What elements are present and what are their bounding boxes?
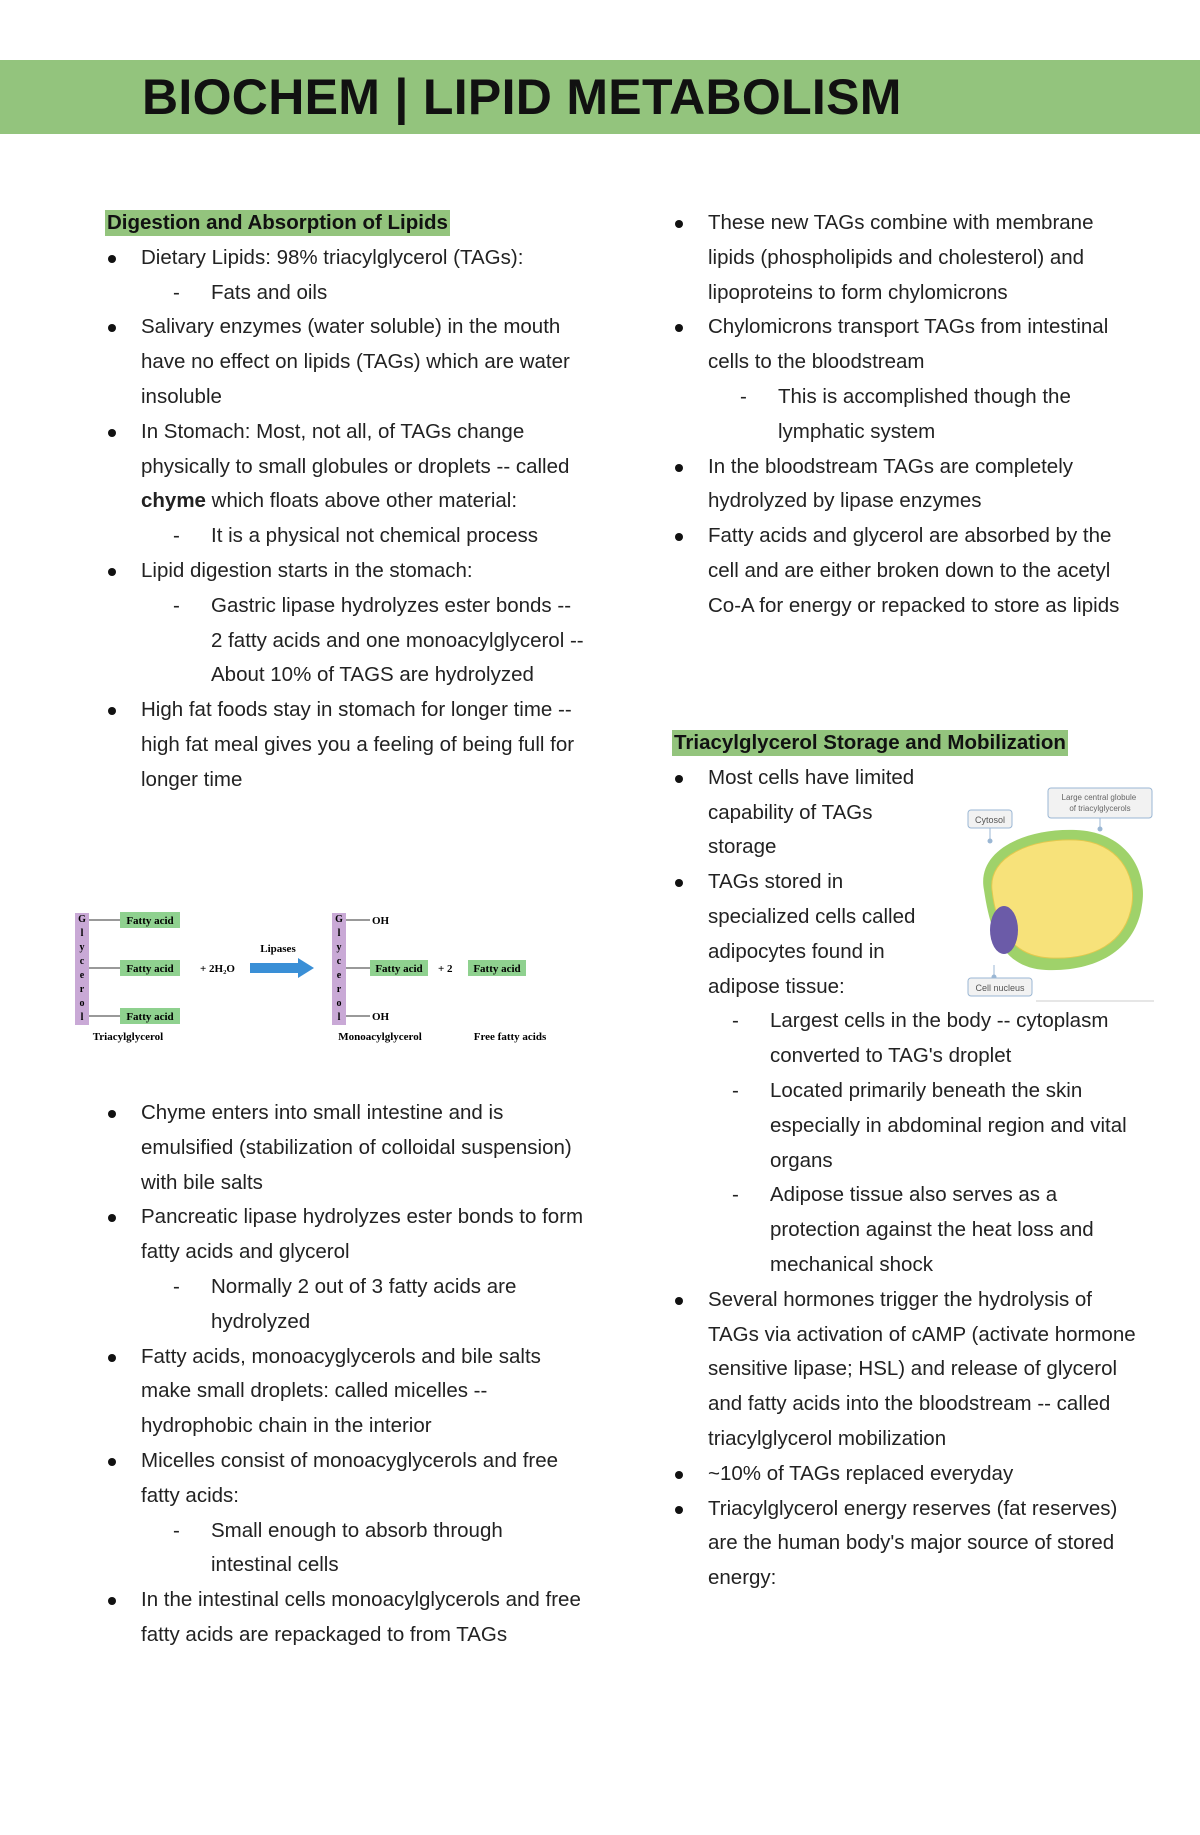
sub-list — [141, 589, 585, 693]
sub-list-item: - Small enough to absorb through intestinal cells — [105, 1514, 585, 1584]
glycerol-letter: G — [335, 914, 343, 925]
sub-list-item: - This is accomplished though the lymphatic system — [672, 380, 1142, 450]
hydroxyl-label: OH — [372, 915, 390, 927]
plus-two-label: + 2 — [438, 963, 453, 975]
list-item-text: Pancreatic lipase hydrolyzes ester bonds to form fatty acids and glycerol — [141, 1205, 584, 1264]
sub-list-item: - Largest cells in the body -- cytoplasm converted to TAG's droplet — [664, 1004, 1142, 1074]
list-item-text: Most cells have limited capability of TAGs storage — [708, 765, 915, 859]
list-item — [105, 1096, 585, 1200]
section-absorption-continued — [672, 206, 1142, 624]
absorption-list — [672, 206, 1142, 624]
list-item-text: In the intestinal cells monoacylglycerols and free fatty acids are repackaged to from TAGs — [141, 1588, 581, 1646]
list-item-text: TAGs stored in specialized cells called adipocytes found in adipose tissue: — [708, 870, 916, 998]
list-item — [105, 1444, 585, 1583]
list-item — [672, 1457, 1142, 1492]
glycerol-letter: e — [79, 970, 85, 981]
list-item — [105, 693, 585, 797]
list-item — [672, 450, 1142, 520]
glycerol-letter: l — [80, 1012, 84, 1023]
hydroxyl-label: OH — [372, 1011, 390, 1023]
list-item — [105, 1200, 585, 1339]
sub-list — [708, 380, 1142, 450]
sub-list-item: - Located primarily beneath the skin especially in abdominal region and vital organs — [664, 1074, 1142, 1178]
glycerol-letter: y — [79, 942, 85, 953]
glycerol-letter: l — [337, 928, 341, 939]
monoacylglycerol-label: Monoacylglycerol — [338, 1031, 422, 1043]
lipase-reaction-diagram — [70, 908, 570, 1048]
glycerol-letter: l — [80, 928, 84, 939]
sub-list — [141, 276, 585, 311]
list-item-text: Salivary enzymes (water soluble) in the mouth have no effect on lipids (TAGs) which are water insoluble — [141, 315, 570, 408]
list-item-text: Micelles consist of monoacyglycerols and free fatty acids: — [141, 1448, 559, 1507]
list-item-text: In the bloodstream TAGs are completely hydrolyzed by lipase enzymes — [708, 454, 1073, 513]
lipases-label: Lipases — [260, 943, 296, 955]
list-item-text: Fatty acids and glycerol are absorbed by the cell and are either broken down to the acetyl Co-A for energy or repacked to store as lipids — [708, 524, 1120, 617]
list-item — [672, 206, 1142, 310]
list-item-text: High fat foods stay in stomach for longer time -- high fat meal gives you a feeling of being full for longer time — [141, 698, 575, 791]
sub-list — [708, 1004, 1142, 1282]
section-heading-digestion: Digestion and Absorption of Lipids — [107, 211, 448, 234]
glycerol-letter: y — [336, 942, 342, 953]
section-digestion — [105, 206, 585, 798]
arrow-head-icon — [298, 958, 314, 978]
digestion-list-continued — [105, 1096, 585, 1653]
fatty-acid-label: Fatty acid — [126, 963, 174, 975]
list-item-text: Triacylglycerol energy reserves (fat reserves) are the human body's major source of stored energy: — [708, 1496, 1118, 1590]
sub-list-item: - Fats and oils — [105, 276, 585, 311]
adipocyte-figure — [966, 780, 1156, 1002]
fatty-acid-label: Fatty acid — [473, 963, 521, 975]
section-digestion-continued — [105, 1096, 585, 1653]
triacylglycerol-label: Triacylglycerol — [92, 1031, 164, 1043]
fatty-acid-label: Fatty acid — [126, 915, 174, 927]
list-item-text: Fatty acids, monoacyglycerols and bile salts make small droplets: called micelles -- hydrophobic chain in the interior — [141, 1344, 541, 1438]
fatty-acid-label: Fatty acid — [126, 1011, 174, 1023]
glycerol-letter: c — [79, 956, 85, 967]
cell-nucleus — [990, 906, 1018, 954]
digestion-list — [105, 241, 585, 798]
sub-list — [141, 519, 585, 554]
list-item — [105, 554, 585, 693]
list-item-text: which floats above other material: — [205, 489, 518, 513]
glycerol-letter: l — [337, 1012, 341, 1023]
list-item-text: Chyme enters into small intestine and is emulsified (stabilization of colloidal suspension) with bile salts — [141, 1101, 572, 1194]
sub-list-item: - Normally 2 out of 3 fatty acids are hydrolyzed — [105, 1270, 585, 1340]
list-item-text: Dietary Lipids: 98% triacylglycerol (TAGs): — [141, 245, 524, 269]
sub-list — [141, 1514, 585, 1584]
list-item — [105, 415, 585, 554]
monoacylglycerol-structure — [332, 913, 428, 1043]
glycerol-letter: o — [336, 998, 342, 1009]
free-fatty-acids-label: Free fatty acids — [473, 1031, 547, 1043]
reaction-arrow — [250, 943, 314, 978]
list-item-text: These new TAGs combine with membrane lipids (phospholipids and cholesterol) and lipoproteins to form chylomicrons — [708, 211, 1094, 304]
list-item-text: Lipid digestion starts in the stomach: — [141, 558, 473, 582]
sub-list-item: - It is a physical not chemical process — [105, 519, 585, 554]
list-item — [105, 1583, 585, 1653]
sub-list-item: - Adipose tissue also serves as a protection against the heat loss and mechanical shock — [664, 1178, 1142, 1282]
cytosol-label: Cytosol — [974, 815, 1006, 825]
bold-term: chyme — [141, 489, 206, 513]
page-title: BIOCHEM | LIPID METABOLISM — [142, 69, 902, 125]
triacylglycerol-structure — [75, 912, 180, 1043]
list-item-text: ~10% of TAGs replaced everyday — [708, 1461, 1014, 1485]
section-heading-storage: Triacylglycerol Storage and Mobilization — [674, 731, 1066, 754]
sub-list — [141, 1270, 585, 1340]
glycerol-letter: e — [336, 970, 342, 981]
glycerol-letter: r — [79, 984, 85, 995]
glycerol-letter: o — [79, 998, 85, 1009]
list-item-text: Chylomicrons transport TAGs from intestinal cells to the bloodstream — [708, 315, 1109, 374]
glycerol-letter: c — [336, 956, 342, 967]
title-bar — [0, 60, 1200, 134]
list-item-text: In Stomach: Most, not all, of TAGs change physically to small globules or droplets -- called — [141, 419, 570, 478]
list-item — [672, 310, 1142, 449]
glycerol-letter: G — [78, 914, 86, 925]
list-item — [672, 1492, 1142, 1596]
list-item — [672, 519, 1142, 623]
fatty-acid-label: Fatty acid — [375, 963, 423, 975]
list-item — [672, 1283, 1142, 1457]
list-item — [105, 310, 585, 414]
globule-label: Large central globule of triacylglycerols — [1061, 793, 1137, 813]
free-fatty-acid-structure — [468, 960, 547, 1043]
nucleus-label: Cell nucleus — [975, 983, 1025, 993]
list-item — [105, 1340, 585, 1444]
list-item — [105, 241, 585, 311]
list-item-text: Several hormones trigger the hydrolysis of TAGs via activation of cAMP (activate hormone sensitive lipase; HSL) and release of glycerol and fatty acids into the bloodstream -- called triacylglycerol mobilization — [708, 1287, 1136, 1450]
plus-water-label: + 2H₂O — [200, 963, 235, 975]
glycerol-letter: r — [336, 984, 342, 995]
sub-list-item: - Gastric lipase hydrolyzes ester bonds -- 2 fatty acids and one monoacylglycerol --About 10% of TAGS are hydrolyzed — [105, 589, 585, 693]
